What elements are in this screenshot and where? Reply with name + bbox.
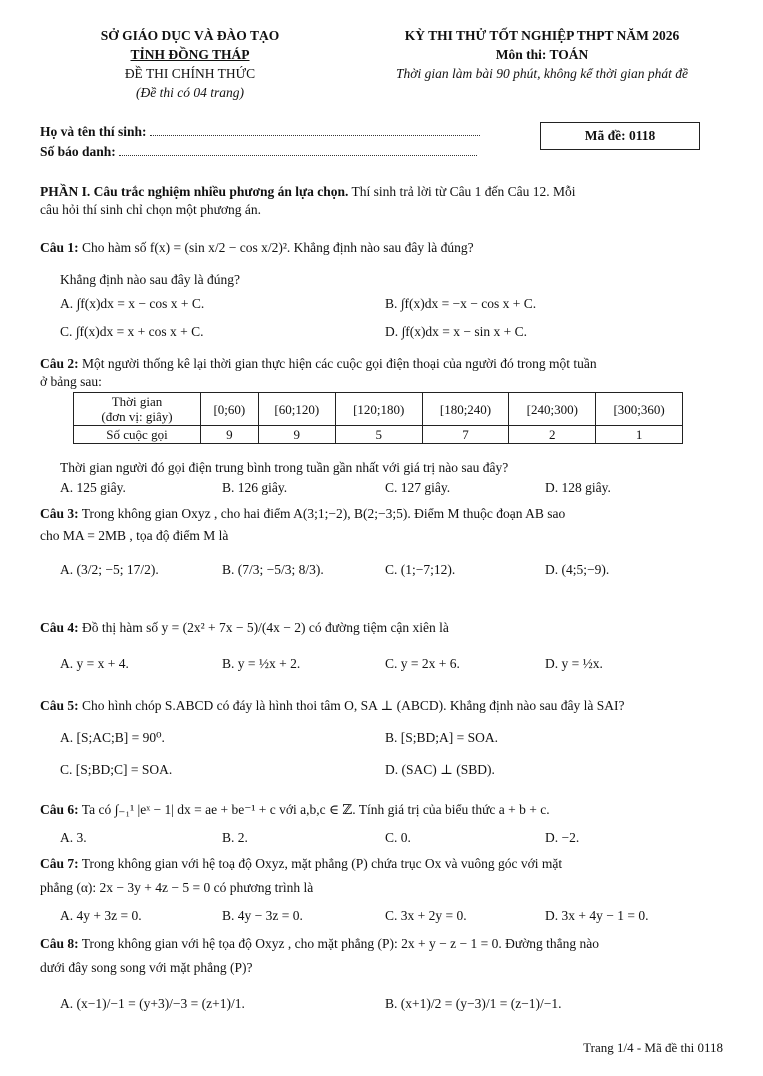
q3-option-c[interactable]: C. (1;−7;12). [385,562,456,577]
q7-option-a[interactable]: A. 4y + 3z = 0. [60,908,142,923]
exam-code-box: Mã đề: 0118 [540,122,700,150]
candidate-id-label: Số báo danh: [40,144,116,159]
count-cell: 5 [335,426,422,444]
q5-option-b[interactable]: B. [S;BD;A] = SOA. [385,730,499,745]
q2-label: Câu 2: [40,356,79,371]
q8-label: Câu 8: [40,936,79,951]
q4-stem [40,618,723,637]
header-left [40,26,340,102]
q7-option-c[interactable]: C. 3x + 2y = 0. [385,908,467,923]
subject: Môn thi: TOÁN [495,47,589,62]
q2-option-c[interactable]: C. 127 giây. [385,480,451,495]
q3-stem2: cho MA = 2MB , tọa độ điểm M là [40,528,229,543]
page-footer: Trang 1/4 - Mã đề thi 0118 [583,1040,723,1055]
count-cell: 1 [596,426,683,444]
row-label-cell: Số cuộc gọi [74,426,201,444]
q1-sub: Khẳng định nào sau đây là đúng? [60,272,240,287]
interval-cell: [60;120) [258,393,335,426]
q5-label: Câu 5: [40,698,79,713]
count-cell: 9 [201,426,259,444]
q3-text: Trong không gian Oxyz , cho hai điểm A(3;1;−2), B(2;−3;5). Điểm M thuộc đoạn AB sao [81,506,566,521]
q6-text: Ta có ∫₋₁¹ |eˣ − 1| dx = ae + be⁻¹ + c với a,b,c ∈ ℤ. Tính giá trị của biểu thức a + b + c. [81,802,550,817]
table-row [74,426,683,444]
q8-option-a[interactable]: A. (x−1)/−1 = (y+3)/−3 = (z+1)/1. [60,996,245,1011]
table-header-line1: Thời gian [111,394,163,409]
q2-text: Một người thống kê lại thời gian thực hiện các cuộc gọi điện thoại của người đó trong một tuần [82,356,597,371]
part1-intro2: câu hỏi thí sinh chỉ chọn một phương án. [40,202,262,217]
count-cell: 2 [509,426,596,444]
count-cell: 7 [422,426,509,444]
q6-option-d[interactable]: D. −2. [545,830,580,845]
q2-stem [40,354,723,373]
q4-option-b[interactable]: B. y = ½x + 2. [222,656,301,671]
part1-heading [40,182,723,201]
q8-stem2: dưới đây song song với mặt phẳng (P)? [40,960,253,975]
q7-stem [40,854,723,873]
q7-label: Câu 7: [40,856,79,871]
q6-option-b[interactable]: B. 2. [222,830,248,845]
province-name: TỈNH ĐỒNG THÁP [130,47,250,62]
q8-text: Trong không gian với hệ tọa độ Oxyz , cho mặt phẳng (P): 2x + y − z − 1 = 0. Đường thẳng nào [81,936,600,951]
q1-stem [40,238,723,257]
header-right [342,26,742,83]
q2-stem2: ở bảng sau: [40,374,102,389]
interval-cell: [120;180) [335,393,422,426]
q7-option-b[interactable]: B. 4y − 3z = 0. [222,908,303,923]
q4-option-c[interactable]: C. y = 2x + 6. [385,656,460,671]
interval-cell: [0;60) [201,393,259,426]
q1-option-b[interactable]: B. ∫f(x)dx = −x − cos x + C. [385,296,537,311]
exam-time: Thời gian làm bài 90 phút, không kể thời gian phát đề [396,66,688,81]
q8-option-b[interactable]: B. (x+1)/2 = (y−3)/1 = (z−1)/−1. [385,996,562,1011]
q8-stem [40,934,723,953]
q1-label: Câu 1: [40,240,79,255]
q5-option-d[interactable]: D. (SAC) ⊥ (SBD). [385,762,495,777]
q5-text: Cho hình chóp S.ABCD có đáy là hình thoi tâm O, SA ⊥ (ABCD). Khẳng định nào sau đây là SAI? [82,698,625,713]
q1-text: Cho hàm số f(x) = (sin x/2 − cos x/2)². Khẳng định nào sau đây là đúng? [82,240,474,255]
official-label: ĐỀ THI CHÍNH THỨC [124,66,256,81]
q3-stem [40,504,723,523]
q2-option-d[interactable]: D. 128 giây. [545,480,611,495]
q6-option-a[interactable]: A. 3. [60,830,87,845]
q4-option-a[interactable]: A. y = x + 4. [60,656,129,671]
q6-label: Câu 6: [40,802,79,817]
candidate-name-field[interactable] [150,123,480,136]
interval-cell: [300;360) [596,393,683,426]
q5-option-a[interactable]: A. [S;AC;B] = 90⁰. [60,730,165,745]
interval-cell: [180;240) [422,393,509,426]
q3-option-b[interactable]: B. (7/3; −5/3; 8/3). [222,562,324,577]
q4-option-d[interactable]: D. y = ½x. [545,656,603,671]
q7-stem2: phẳng (α): 2x − 3y + 4z − 5 = 0 có phương trình là [40,880,314,895]
candidate-id-field[interactable] [119,143,477,156]
table-row [74,393,683,426]
q3-option-d[interactable]: D. (4;5;−9). [545,562,610,577]
q7-text: Trong không gian với hệ toạ độ Oxyz, mặt phẳng (P) chứa trục Ox và vuông góc với mặt [81,856,563,871]
q1-option-a[interactable]: A. ∫f(x)dx = x − cos x + C. [60,296,205,311]
q1-option-d[interactable]: D. ∫f(x)dx = x − sin x + C. [385,324,528,339]
q4-label: Câu 4: [40,620,79,635]
q2-option-b[interactable]: B. 126 giây. [222,480,288,495]
q6-stem [40,800,723,819]
candidate-name-label: Họ và tên thí sinh: [40,124,147,139]
q1-option-c[interactable]: C. ∫f(x)dx = x + cos x + C. [60,324,204,339]
call-time-table [73,392,683,444]
q4-text: Đồ thị hàm số y = (2x² + 7x − 5)/(4x − 2) có đường tiệm cận xiên là [82,620,449,635]
q5-stem [40,696,723,715]
table-header-line2: (đơn vị: giây) [101,409,173,424]
exam-title: KỲ THI THỬ TỐT NGHIỆP THPT NĂM 2026 [404,28,680,43]
count-cell: 9 [258,426,335,444]
table-header-cell [74,393,201,426]
q3-option-a[interactable]: A. (3/2; −5; 17/2). [60,562,159,577]
q3-label: Câu 3: [40,506,79,521]
q2-question: Thời gian người đó gọi điện trung bình trong tuần gần nhất với giá trị nào sau đây? [60,460,509,475]
q6-option-c[interactable]: C. 0. [385,830,411,845]
interval-cell: [240;300) [509,393,596,426]
q2-option-a[interactable]: A. 125 giây. [60,480,126,495]
part1-intro: Thí sinh trả lời từ Câu 1 đến Câu 12. Mỗi [348,184,576,199]
q5-option-c[interactable]: C. [S;BD;C] = SOA. [60,762,173,777]
dept-name: SỞ GIÁO DỤC VÀ ĐÀO TẠO [100,28,280,43]
q7-option-d[interactable]: D. 3x + 4y − 1 = 0. [545,908,649,923]
part1-title: PHẦN I. Câu trắc nghiệm nhiều phương án lựa chọn. [40,184,349,199]
page-count: (Đề thi có 04 trang) [136,85,244,100]
